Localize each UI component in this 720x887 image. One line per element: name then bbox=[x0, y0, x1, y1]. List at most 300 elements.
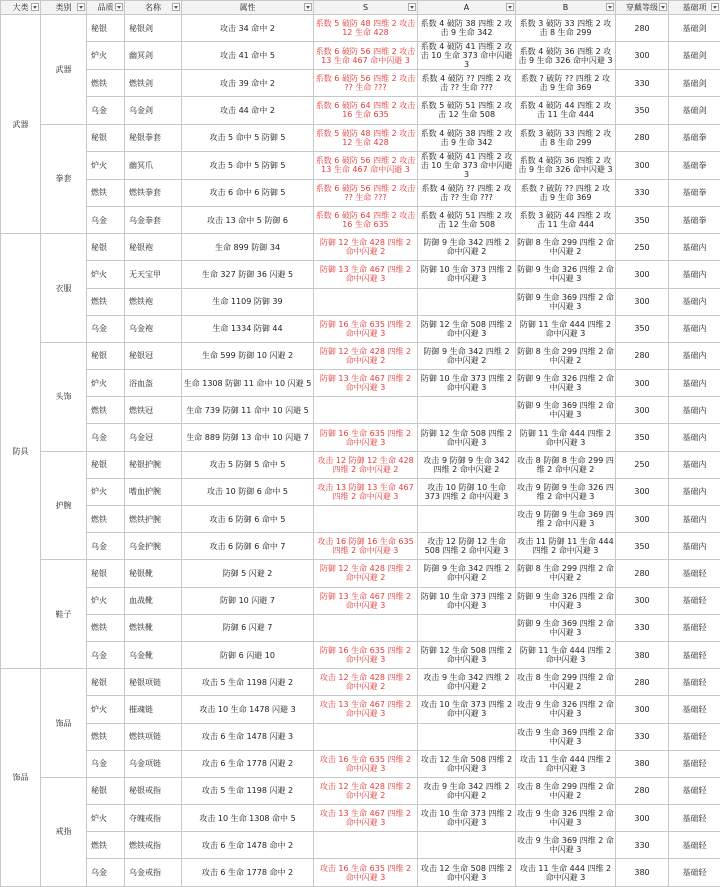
attr-cell[interactable]: 攻击 41 命中 5 bbox=[182, 42, 314, 70]
level-cell[interactable]: 280 bbox=[616, 124, 669, 151]
base-cell[interactable]: 基础内 bbox=[669, 424, 720, 451]
a-cell[interactable] bbox=[418, 288, 516, 315]
level-cell[interactable]: 380 bbox=[616, 750, 669, 777]
type-cell[interactable]: 鞋子 bbox=[41, 560, 87, 669]
s-cell[interactable]: 系数 6 破防 56 四维 2 攻击 13 生命 467 命中闪避 3 bbox=[314, 151, 418, 179]
b-cell[interactable]: 攻击 9 生命 369 四维 2 命中闪避 3 bbox=[516, 832, 616, 859]
level-cell[interactable]: 350 bbox=[616, 424, 669, 451]
attr-cell[interactable]: 生命 899 防御 34 bbox=[182, 234, 314, 261]
b-cell[interactable]: 攻击 9 防御 9 生命 326 四维 2 命中闪避 3 bbox=[516, 478, 616, 505]
base-cell[interactable]: 基础剑 bbox=[669, 42, 720, 70]
level-cell[interactable]: 380 bbox=[616, 859, 669, 886]
quality-cell[interactable]: 秘银 bbox=[87, 124, 125, 151]
level-cell[interactable]: 300 bbox=[616, 151, 669, 179]
a-cell[interactable]: 防御 9 生命 342 四维 2 命中闪避 2 bbox=[418, 560, 516, 587]
table-row bbox=[1, 397, 720, 424]
category-cell[interactable]: 饰品 bbox=[1, 669, 41, 887]
level-cell[interactable]: 300 bbox=[616, 288, 669, 315]
name-cell[interactable]: 幽冥爪 bbox=[125, 151, 182, 179]
b-cell[interactable]: 防御 9 生命 369 四维 2 命中闪避 3 bbox=[516, 288, 616, 315]
filter-dropdown-icon[interactable] bbox=[606, 3, 614, 11]
quality-cell[interactable]: 燃铁 bbox=[87, 397, 125, 424]
base-cell[interactable]: 基础轻 bbox=[669, 614, 720, 641]
b-cell[interactable]: 攻击 8 生命 299 四维 2 命中闪避 2 bbox=[516, 777, 616, 804]
s-cell[interactable]: 防御 16 生命 635 四维 2 命中闪避 3 bbox=[314, 424, 418, 451]
name-cell[interactable]: 燃铁剑 bbox=[125, 70, 182, 97]
base-cell[interactable]: 基础内 bbox=[669, 506, 720, 533]
name-cell[interactable]: 燃铁项链 bbox=[125, 723, 182, 750]
level-cell[interactable]: 350 bbox=[616, 533, 669, 560]
category-cell[interactable]: 防具 bbox=[1, 234, 41, 669]
a-cell[interactable]: 防御 12 生命 508 四维 2 命中闪避 3 bbox=[418, 315, 516, 342]
quality-cell[interactable]: 秘银 bbox=[87, 451, 125, 478]
quality-cell[interactable]: 燃铁 bbox=[87, 723, 125, 750]
level-cell[interactable]: 300 bbox=[616, 42, 669, 70]
s-cell[interactable]: 攻击 13 生命 467 四维 2 命中闪避 3 bbox=[314, 805, 418, 832]
b-cell[interactable]: 系数 4 破防 44 四维 2 攻击 11 生命 444 bbox=[516, 97, 616, 124]
quality-cell[interactable]: 乌金 bbox=[87, 424, 125, 451]
b-cell[interactable]: 攻击 9 生命 326 四维 2 命中闪避 3 bbox=[516, 696, 616, 723]
b-cell[interactable]: 攻击 11 生命 444 四维 2 命中闪避 3 bbox=[516, 750, 616, 777]
a-cell[interactable]: 攻击 9 生命 342 四维 2 命中闪避 2 bbox=[418, 777, 516, 804]
a-cell[interactable]: 攻击 10 生命 373 四维 2 命中闪避 3 bbox=[418, 805, 516, 832]
attr-cell[interactable]: 防御 5 闪避 2 bbox=[182, 560, 314, 587]
base-cell[interactable]: 基础轻 bbox=[669, 832, 720, 859]
name-cell[interactable]: 浴血盔 bbox=[125, 370, 182, 397]
table-row bbox=[1, 234, 720, 261]
attr-cell[interactable]: 生命 599 防御 10 闪避 2 bbox=[182, 342, 314, 369]
base-cell[interactable]: 基础轻 bbox=[669, 587, 720, 614]
b-cell[interactable]: 攻击 9 生命 326 四维 2 命中闪避 3 bbox=[516, 805, 616, 832]
level-cell[interactable]: 300 bbox=[616, 397, 669, 424]
attr-cell[interactable]: 攻击 6 生命 1778 命中 2 bbox=[182, 859, 314, 886]
s-cell[interactable]: 防御 12 生命 428 四维 2 命中闪避 2 bbox=[314, 560, 418, 587]
a-cell[interactable] bbox=[418, 832, 516, 859]
attr-cell[interactable]: 防御 10 闪避 7 bbox=[182, 587, 314, 614]
s-cell[interactable]: 防御 16 生命 635 四维 2 命中闪避 3 bbox=[314, 315, 418, 342]
level-cell[interactable]: 380 bbox=[616, 641, 669, 668]
a-cell[interactable]: 攻击 9 生命 342 四维 2 命中闪避 2 bbox=[418, 669, 516, 696]
b-cell[interactable]: 攻击 9 防御 9 生命 369 四维 2 命中闪避 3 bbox=[516, 506, 616, 533]
a-cell[interactable] bbox=[418, 614, 516, 641]
base-cell[interactable]: 基础内 bbox=[669, 370, 720, 397]
a-cell[interactable] bbox=[418, 397, 516, 424]
base-cell[interactable]: 基础内 bbox=[669, 288, 720, 315]
quality-cell[interactable]: 燃铁 bbox=[87, 832, 125, 859]
a-cell[interactable]: 系数 4 破防 ?? 四维 2 攻击 ?? 生命 ??? bbox=[418, 179, 516, 206]
b-cell[interactable]: 防御 11 生命 444 四维 2 命中闪避 3 bbox=[516, 424, 616, 451]
name-cell[interactable]: 燃铁袍 bbox=[125, 288, 182, 315]
attr-cell[interactable]: 攻击 10 生命 1308 命中 5 bbox=[182, 805, 314, 832]
b-cell[interactable]: 防御 8 生命 299 四维 2 命中闪避 2 bbox=[516, 342, 616, 369]
header-attributes[interactable]: 属性 bbox=[182, 1, 314, 15]
name-cell[interactable]: 摧魂链 bbox=[125, 696, 182, 723]
a-cell[interactable]: 防御 12 生命 508 四维 2 命中闪避 3 bbox=[418, 424, 516, 451]
name-cell[interactable]: 燃铁戒指 bbox=[125, 832, 182, 859]
level-cell[interactable]: 330 bbox=[616, 614, 669, 641]
a-cell[interactable]: 防御 10 生命 373 四维 2 命中闪避 3 bbox=[418, 587, 516, 614]
s-cell[interactable]: 防御 13 生命 467 四维 2 命中闪避 3 bbox=[314, 370, 418, 397]
name-cell[interactable]: 燃铁拳套 bbox=[125, 179, 182, 206]
base-cell[interactable]: 基础拳 bbox=[669, 206, 720, 233]
attr-cell[interactable]: 生命 889 防御 13 命中 10 闪避 7 bbox=[182, 424, 314, 451]
a-cell[interactable]: 攻击 12 生命 508 四维 2 命中闪避 3 bbox=[418, 859, 516, 886]
type-cell[interactable]: 武器 bbox=[41, 15, 87, 125]
name-cell[interactable]: 秘银剑 bbox=[125, 15, 182, 42]
b-cell[interactable]: 攻击 8 防御 8 生命 299 四维 2 命中闪避 2 bbox=[516, 451, 616, 478]
attr-cell[interactable]: 攻击 6 防御 6 命中 7 bbox=[182, 533, 314, 560]
table-row bbox=[1, 206, 720, 233]
attr-cell[interactable]: 攻击 39 命中 2 bbox=[182, 70, 314, 97]
a-cell[interactable]: 防御 9 生命 342 四维 2 命中闪避 2 bbox=[418, 234, 516, 261]
name-cell[interactable]: 乌金拳套 bbox=[125, 206, 182, 233]
header-level[interactable]: 穿戴等级 bbox=[616, 1, 669, 15]
attr-cell[interactable]: 生命 327 防御 36 闪避 5 bbox=[182, 261, 314, 288]
filter-dropdown-icon[interactable] bbox=[506, 3, 514, 11]
base-cell[interactable]: 基础拳 bbox=[669, 151, 720, 179]
type-cell[interactable]: 护腕 bbox=[41, 451, 87, 560]
header-a[interactable]: A bbox=[418, 1, 516, 15]
attr-cell[interactable]: 攻击 10 防御 6 命中 5 bbox=[182, 478, 314, 505]
name-cell[interactable]: 乌金戒指 bbox=[125, 859, 182, 886]
b-cell[interactable]: 防御 9 生命 326 四维 2 命中闪避 3 bbox=[516, 370, 616, 397]
attr-cell[interactable]: 攻击 6 生命 1478 命中 2 bbox=[182, 832, 314, 859]
level-cell[interactable]: 280 bbox=[616, 15, 669, 42]
b-cell[interactable]: 系数 3 破防 33 四维 2 攻击 8 生命 299 bbox=[516, 15, 616, 42]
attr-cell[interactable]: 攻击 5 生命 1198 闪避 2 bbox=[182, 777, 314, 804]
base-cell[interactable]: 基础内 bbox=[669, 234, 720, 261]
attr-cell[interactable]: 生命 739 防御 11 命中 10 闪避 5 bbox=[182, 397, 314, 424]
s-cell[interactable]: 攻击 13 防御 13 生命 467 四维 2 命中闪避 3 bbox=[314, 478, 418, 505]
base-cell[interactable]: 基础内 bbox=[669, 478, 720, 505]
a-cell[interactable]: 系数 4 破防 41 四维 2 攻击 10 生命 373 命中闪避 3 bbox=[418, 151, 516, 179]
attr-cell[interactable]: 生命 1308 防御 11 命中 10 闪避 5 bbox=[182, 370, 314, 397]
attr-cell[interactable]: 攻击 5 命中 5 防御 5 bbox=[182, 124, 314, 151]
a-cell[interactable]: 系数 4 破防 ?? 四维 2 攻击 ?? 生命 ??? bbox=[418, 70, 516, 97]
a-cell[interactable]: 系数 4 破防 38 四维 2 攻击 9 生命 342 bbox=[418, 15, 516, 42]
header-name[interactable]: 名称 bbox=[125, 1, 182, 15]
base-cell[interactable]: 基础轻 bbox=[669, 805, 720, 832]
quality-cell[interactable]: 燃铁 bbox=[87, 179, 125, 206]
level-cell[interactable]: 280 bbox=[616, 669, 669, 696]
s-cell[interactable] bbox=[314, 397, 418, 424]
base-cell[interactable]: 基础轻 bbox=[669, 859, 720, 886]
level-cell[interactable]: 300 bbox=[616, 261, 669, 288]
base-cell[interactable]: 基础剑 bbox=[669, 70, 720, 97]
b-cell[interactable]: 防御 9 生命 326 四维 2 命中闪避 3 bbox=[516, 587, 616, 614]
name-cell[interactable]: 血战靴 bbox=[125, 587, 182, 614]
base-cell[interactable]: 基础轻 bbox=[669, 669, 720, 696]
table-row bbox=[1, 859, 720, 886]
filter-dropdown-icon[interactable] bbox=[172, 3, 180, 11]
level-cell[interactable]: 330 bbox=[616, 70, 669, 97]
b-cell[interactable]: 攻击 8 生命 299 四维 2 命中闪避 2 bbox=[516, 669, 616, 696]
s-cell[interactable]: 防御 16 生命 635 四维 2 命中闪避 3 bbox=[314, 641, 418, 668]
quality-cell[interactable]: 秘银 bbox=[87, 560, 125, 587]
quality-cell[interactable]: 炉火 bbox=[87, 587, 125, 614]
b-cell[interactable]: 系数 ? 破防 ?? 四维 2 攻击 9 生命 369 bbox=[516, 179, 616, 206]
attr-cell[interactable]: 攻击 6 生命 1778 闪避 2 bbox=[182, 750, 314, 777]
b-cell[interactable]: 系数 4 破防 36 四维 2 攻击 9 生命 326 命中闪避 3 bbox=[516, 151, 616, 179]
base-cell[interactable]: 基础轻 bbox=[669, 696, 720, 723]
b-cell[interactable]: 防御 9 生命 326 四维 2 命中闪避 3 bbox=[516, 261, 616, 288]
name-cell[interactable]: 嗜血护腕 bbox=[125, 478, 182, 505]
header-quality[interactable]: 品质 bbox=[87, 1, 125, 15]
s-cell[interactable]: 系数 6 破防 56 四维 2 攻击 ?? 生命 ??? bbox=[314, 179, 418, 206]
quality-cell[interactable]: 燃铁 bbox=[87, 70, 125, 97]
b-cell[interactable]: 系数 3 破防 44 四维 2 攻击 11 生命 444 bbox=[516, 206, 616, 233]
attr-cell[interactable]: 攻击 5 防御 5 命中 5 bbox=[182, 451, 314, 478]
s-cell[interactable]: 系数 5 破防 48 四维 2 攻击 12 生命 428 bbox=[314, 124, 418, 151]
b-cell[interactable]: 系数 3 破防 33 四维 2 攻击 8 生命 299 bbox=[516, 124, 616, 151]
a-cell[interactable]: 防御 9 生命 342 四维 2 命中闪避 2 bbox=[418, 342, 516, 369]
level-cell[interactable]: 280 bbox=[616, 777, 669, 804]
level-cell[interactable]: 300 bbox=[616, 478, 669, 505]
name-cell[interactable]: 乌金剑 bbox=[125, 97, 182, 124]
attr-cell[interactable]: 攻击 44 命中 2 bbox=[182, 97, 314, 124]
s-cell[interactable]: 攻击 12 生命 428 四维 2 命中闪避 2 bbox=[314, 777, 418, 804]
b-cell[interactable]: 防御 11 生命 444 四维 2 命中闪避 3 bbox=[516, 315, 616, 342]
header-b[interactable]: B bbox=[516, 1, 616, 15]
type-cell[interactable]: 戒指 bbox=[41, 777, 87, 886]
category-cell[interactable]: 武器 bbox=[1, 15, 41, 234]
quality-cell[interactable]: 乌金 bbox=[87, 206, 125, 233]
b-cell[interactable]: 系数 4 破防 36 四维 2 攻击 9 生命 326 命中闪避 3 bbox=[516, 42, 616, 70]
header-type[interactable]: 类别 bbox=[41, 1, 87, 15]
attr-cell[interactable]: 攻击 10 生命 1478 闪避 3 bbox=[182, 696, 314, 723]
level-cell[interactable]: 350 bbox=[616, 315, 669, 342]
a-cell[interactable]: 攻击 12 防御 12 生命 508 四维 2 命中闪避 3 bbox=[418, 533, 516, 560]
name-cell[interactable]: 秘银靴 bbox=[125, 560, 182, 587]
type-cell[interactable]: 拳套 bbox=[41, 124, 87, 234]
base-cell[interactable]: 基础内 bbox=[669, 342, 720, 369]
quality-cell[interactable]: 燃铁 bbox=[87, 614, 125, 641]
name-cell[interactable]: 乌金袍 bbox=[125, 315, 182, 342]
attr-cell[interactable]: 防御 6 闪避 10 bbox=[182, 641, 314, 668]
attr-cell[interactable]: 攻击 6 命中 6 防御 5 bbox=[182, 179, 314, 206]
s-cell[interactable] bbox=[314, 288, 418, 315]
filter-dropdown-icon[interactable] bbox=[711, 3, 719, 11]
attr-cell[interactable]: 攻击 34 命中 2 bbox=[182, 15, 314, 42]
name-cell[interactable]: 乌金冠 bbox=[125, 424, 182, 451]
quality-cell[interactable]: 乌金 bbox=[87, 97, 125, 124]
table-row bbox=[1, 424, 720, 451]
quality-cell[interactable]: 秘银 bbox=[87, 342, 125, 369]
table-row bbox=[1, 723, 720, 750]
type-cell[interactable]: 衣服 bbox=[41, 234, 87, 343]
name-cell[interactable]: 秘银戒指 bbox=[125, 777, 182, 804]
a-cell[interactable] bbox=[418, 506, 516, 533]
level-cell[interactable]: 350 bbox=[616, 206, 669, 233]
b-cell[interactable]: 攻击 11 防御 11 生命 444 四维 2 命中闪避 3 bbox=[516, 533, 616, 560]
base-cell[interactable]: 基础剑 bbox=[669, 15, 720, 42]
name-cell[interactable]: 乌金项链 bbox=[125, 750, 182, 777]
s-cell[interactable] bbox=[314, 832, 418, 859]
a-cell[interactable]: 系数 5 破防 51 四维 2 攻击 12 生命 508 bbox=[418, 97, 516, 124]
filter-dropdown-icon[interactable] bbox=[77, 3, 85, 11]
a-cell[interactable]: 攻击 9 防御 9 生命 342 四维 2 命中闪避 2 bbox=[418, 451, 516, 478]
table-row bbox=[1, 97, 720, 124]
b-cell[interactable]: 防御 9 生命 369 四维 2 命中闪避 3 bbox=[516, 397, 616, 424]
attr-cell[interactable]: 攻击 5 生命 1198 闪避 2 bbox=[182, 669, 314, 696]
name-cell[interactable]: 夺魄戒指 bbox=[125, 805, 182, 832]
s-cell[interactable]: 攻击 16 生命 635 四维 2 命中闪避 3 bbox=[314, 859, 418, 886]
name-cell[interactable]: 秘银拳套 bbox=[125, 124, 182, 151]
quality-cell[interactable]: 秘银 bbox=[87, 234, 125, 261]
filter-dropdown-icon[interactable] bbox=[659, 3, 667, 11]
header-base[interactable]: 基础项 bbox=[669, 1, 720, 15]
table-row bbox=[1, 696, 720, 723]
quality-cell[interactable]: 炉火 bbox=[87, 42, 125, 70]
attr-cell[interactable]: 防御 6 闪避 7 bbox=[182, 614, 314, 641]
filter-dropdown-icon[interactable] bbox=[408, 3, 416, 11]
name-cell[interactable]: 燃铁靴 bbox=[125, 614, 182, 641]
s-cell[interactable]: 系数 6 破防 56 四维 2 攻击 ?? 生命 ??? bbox=[314, 70, 418, 97]
name-cell[interactable]: 燃铁冠 bbox=[125, 397, 182, 424]
quality-cell[interactable]: 乌金 bbox=[87, 315, 125, 342]
base-cell[interactable]: 基础内 bbox=[669, 315, 720, 342]
b-cell[interactable]: 防御 11 生命 444 四维 2 命中闪避 3 bbox=[516, 641, 616, 668]
b-cell[interactable]: 攻击 9 生命 369 四维 2 命中闪避 3 bbox=[516, 723, 616, 750]
base-cell[interactable]: 基础内 bbox=[669, 451, 720, 478]
quality-cell[interactable]: 炉火 bbox=[87, 478, 125, 505]
s-cell[interactable]: 攻击 12 防御 12 生命 428 四维 2 命中闪避 2 bbox=[314, 451, 418, 478]
filter-dropdown-icon[interactable] bbox=[115, 3, 123, 11]
quality-cell[interactable]: 燃铁 bbox=[87, 288, 125, 315]
base-cell[interactable]: 基础拳 bbox=[669, 124, 720, 151]
base-cell[interactable]: 基础剑 bbox=[669, 97, 720, 124]
quality-cell[interactable]: 炉火 bbox=[87, 151, 125, 179]
level-cell[interactable]: 300 bbox=[616, 805, 669, 832]
s-cell[interactable]: 系数 6 破防 56 四维 2 攻击 13 生命 467 命中闪避 3 bbox=[314, 42, 418, 70]
level-cell[interactable]: 300 bbox=[616, 506, 669, 533]
s-cell[interactable]: 系数 6 破防 64 四维 2 攻击 16 生命 635 bbox=[314, 97, 418, 124]
base-cell[interactable]: 基础内 bbox=[669, 533, 720, 560]
a-cell[interactable]: 攻击 10 防御 10 生命 373 四维 2 命中闪避 3 bbox=[418, 478, 516, 505]
a-cell[interactable]: 防御 10 生命 373 四维 2 命中闪避 3 bbox=[418, 370, 516, 397]
base-cell[interactable]: 基础内 bbox=[669, 397, 720, 424]
s-cell[interactable] bbox=[314, 506, 418, 533]
a-cell[interactable]: 攻击 10 生命 373 四维 2 命中闪避 3 bbox=[418, 696, 516, 723]
name-cell[interactable]: 幽冥剑 bbox=[125, 42, 182, 70]
a-cell[interactable]: 系数 4 破防 41 四维 2 攻击 10 生命 373 命中闪避 3 bbox=[418, 42, 516, 70]
name-cell[interactable]: 无天宝甲 bbox=[125, 261, 182, 288]
type-cell[interactable]: 头饰 bbox=[41, 342, 87, 451]
base-cell[interactable]: 基础内 bbox=[669, 261, 720, 288]
s-cell[interactable]: 防御 13 生命 467 四维 2 命中闪避 3 bbox=[314, 587, 418, 614]
s-cell[interactable]: 攻击 16 防御 16 生命 635 四维 2 命中闪避 3 bbox=[314, 533, 418, 560]
quality-cell[interactable]: 秘银 bbox=[87, 669, 125, 696]
s-cell[interactable]: 系数 5 破防 48 四维 2 攻击 12 生命 428 bbox=[314, 15, 418, 42]
level-cell[interactable]: 250 bbox=[616, 451, 669, 478]
level-cell[interactable]: 300 bbox=[616, 370, 669, 397]
quality-cell[interactable]: 秘银 bbox=[87, 15, 125, 42]
level-cell[interactable]: 350 bbox=[616, 97, 669, 124]
name-cell[interactable]: 秘银护腕 bbox=[125, 451, 182, 478]
a-cell[interactable]: 防御 10 生命 373 四维 2 命中闪避 3 bbox=[418, 261, 516, 288]
level-cell[interactable]: 250 bbox=[616, 234, 669, 261]
name-cell[interactable]: 秘银项链 bbox=[125, 669, 182, 696]
header-s[interactable]: S bbox=[314, 1, 418, 15]
a-cell[interactable]: 系数 4 破防 38 四维 2 攻击 9 生命 342 bbox=[418, 124, 516, 151]
attr-cell[interactable]: 生命 1334 防御 44 bbox=[182, 315, 314, 342]
quality-cell[interactable]: 乌金 bbox=[87, 859, 125, 886]
a-cell[interactable] bbox=[418, 723, 516, 750]
s-cell[interactable]: 防御 12 生命 428 四维 2 命中闪避 2 bbox=[314, 342, 418, 369]
b-cell[interactable]: 系数 ? 破防 ?? 四维 2 攻击 9 生命 369 bbox=[516, 70, 616, 97]
level-cell[interactable]: 280 bbox=[616, 342, 669, 369]
quality-cell[interactable]: 燃铁 bbox=[87, 506, 125, 533]
level-cell[interactable]: 330 bbox=[616, 179, 669, 206]
filter-dropdown-icon[interactable] bbox=[304, 3, 312, 11]
header-category[interactable]: 大类 bbox=[1, 1, 41, 15]
name-cell[interactable]: 燃铁护腕 bbox=[125, 506, 182, 533]
base-cell[interactable]: 基础轻 bbox=[669, 641, 720, 668]
quality-cell[interactable]: 秘银 bbox=[87, 777, 125, 804]
quality-cell[interactable]: 炉火 bbox=[87, 805, 125, 832]
table-row bbox=[1, 533, 720, 560]
level-cell[interactable]: 330 bbox=[616, 832, 669, 859]
s-cell[interactable]: 防御 12 生命 428 四维 2 命中闪避 2 bbox=[314, 234, 418, 261]
a-cell[interactable]: 系数 4 破防 51 四维 2 攻击 12 生命 508 bbox=[418, 206, 516, 233]
s-cell[interactable] bbox=[314, 614, 418, 641]
a-cell[interactable]: 攻击 12 生命 508 四维 2 命中闪避 3 bbox=[418, 750, 516, 777]
level-cell[interactable]: 280 bbox=[616, 560, 669, 587]
b-cell[interactable]: 防御 8 生命 299 四维 2 命中闪避 2 bbox=[516, 234, 616, 261]
level-cell[interactable]: 330 bbox=[616, 723, 669, 750]
attr-cell[interactable]: 生命 1109 防御 39 bbox=[182, 288, 314, 315]
attr-cell[interactable]: 攻击 6 生命 1478 闪避 3 bbox=[182, 723, 314, 750]
b-cell[interactable]: 防御 8 生命 299 四维 2 命中闪避 2 bbox=[516, 560, 616, 587]
quality-cell[interactable]: 炉火 bbox=[87, 696, 125, 723]
table-row bbox=[1, 370, 720, 397]
attr-cell[interactable]: 攻击 5 命中 5 防御 5 bbox=[182, 151, 314, 179]
s-cell[interactable] bbox=[314, 723, 418, 750]
name-cell[interactable]: 秘银袍 bbox=[125, 234, 182, 261]
b-cell[interactable]: 防御 9 生命 369 四维 2 命中闪避 3 bbox=[516, 614, 616, 641]
s-cell[interactable]: 攻击 16 生命 635 四维 2 命中闪避 3 bbox=[314, 750, 418, 777]
name-cell[interactable]: 乌金护腕 bbox=[125, 533, 182, 560]
level-cell[interactable]: 300 bbox=[616, 587, 669, 614]
a-cell[interactable]: 防御 12 生命 508 四维 2 命中闪避 3 bbox=[418, 641, 516, 668]
quality-cell[interactable]: 乌金 bbox=[87, 750, 125, 777]
b-cell[interactable]: 攻击 11 生命 444 四维 2 命中闪避 3 bbox=[516, 859, 616, 886]
name-cell[interactable]: 乌金靴 bbox=[125, 641, 182, 668]
base-cell[interactable]: 基础轻 bbox=[669, 723, 720, 750]
level-cell[interactable]: 300 bbox=[616, 696, 669, 723]
table-row bbox=[1, 261, 720, 288]
base-cell[interactable]: 基础轻 bbox=[669, 560, 720, 587]
s-cell[interactable]: 攻击 13 生命 467 四维 2 命中闪避 3 bbox=[314, 696, 418, 723]
quality-cell[interactable]: 炉火 bbox=[87, 370, 125, 397]
s-cell[interactable]: 系数 6 破防 64 四维 2 攻击 16 生命 635 bbox=[314, 206, 418, 233]
base-cell[interactable]: 基础拳 bbox=[669, 179, 720, 206]
quality-cell[interactable]: 乌金 bbox=[87, 641, 125, 668]
quality-cell[interactable]: 乌金 bbox=[87, 533, 125, 560]
attr-cell[interactable]: 攻击 6 防御 6 命中 5 bbox=[182, 506, 314, 533]
quality-cell[interactable]: 炉火 bbox=[87, 261, 125, 288]
table-row bbox=[1, 560, 720, 587]
base-cell[interactable]: 基础轻 bbox=[669, 777, 720, 804]
table-row bbox=[1, 614, 720, 641]
s-cell[interactable]: 攻击 12 生命 428 四维 2 命中闪避 2 bbox=[314, 669, 418, 696]
base-cell[interactable]: 基础轻 bbox=[669, 750, 720, 777]
type-cell[interactable]: 饰品 bbox=[41, 669, 87, 778]
filter-dropdown-icon[interactable] bbox=[31, 3, 39, 11]
attr-cell[interactable]: 攻击 13 命中 5 防御 6 bbox=[182, 206, 314, 233]
name-cell[interactable]: 秘银冠 bbox=[125, 342, 182, 369]
s-cell[interactable]: 防御 13 生命 467 四维 2 命中闪避 3 bbox=[314, 261, 418, 288]
